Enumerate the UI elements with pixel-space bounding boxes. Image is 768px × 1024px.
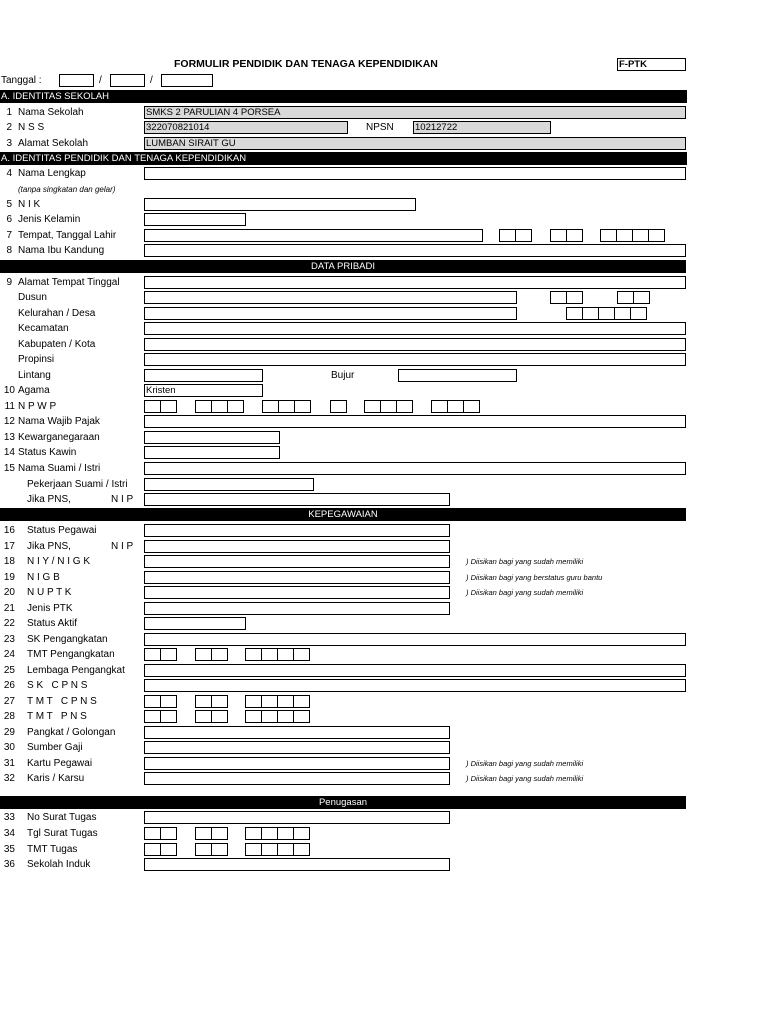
row-number: 21	[3, 603, 15, 614]
dusun-label: Dusun	[18, 292, 47, 303]
digit-box[interactable]	[211, 843, 228, 856]
tgl-lahir-year-boxes[interactable]	[600, 229, 664, 242]
sekolah-induk-field[interactable]	[144, 858, 450, 871]
tmt-pengangkatan-day-boxes[interactable]	[144, 648, 176, 661]
niy-nigk-label: N I Y / N I G K	[27, 556, 90, 567]
digit-box[interactable]	[160, 843, 177, 856]
row-number: 25	[3, 665, 15, 676]
nss-field[interactable]	[144, 121, 348, 134]
digit-box[interactable]	[211, 827, 228, 840]
no-surat-tugas-label: No Surat Tugas	[27, 812, 97, 823]
digit-box[interactable]	[566, 307, 583, 320]
digit-box[interactable]	[633, 291, 650, 304]
digit-box[interactable]	[600, 229, 617, 242]
alamat-tinggal-label: Alamat Tempat Tinggal	[18, 277, 120, 288]
row-number: 36	[3, 859, 15, 870]
digit-box[interactable]	[598, 307, 615, 320]
sk-pengangkatan-field[interactable]	[144, 633, 686, 646]
digit-box[interactable]	[211, 648, 228, 661]
agama-field[interactable]	[144, 384, 263, 397]
nip-label: N I P	[111, 541, 134, 552]
alamat-tinggal-field[interactable]	[144, 276, 686, 289]
kartu-pegawai-note: ) Diisikan bagi yang sudah memiliki	[466, 759, 584, 768]
row-number: 12	[3, 416, 15, 427]
kelurahan-field[interactable]	[144, 307, 517, 320]
tmt-pengangkatan-month-boxes[interactable]	[195, 648, 227, 661]
digit-box[interactable]	[144, 695, 161, 708]
digit-box[interactable]	[144, 827, 161, 840]
row-number: 18	[3, 556, 15, 567]
digit-box[interactable]	[293, 843, 310, 856]
niy-nigk-field[interactable]	[144, 555, 450, 568]
kabupaten-field[interactable]	[144, 338, 686, 351]
digit-box[interactable]	[211, 710, 228, 723]
row-number: 2	[6, 122, 12, 133]
digit-box[interactable]	[277, 648, 294, 661]
nama-suami-istri-field[interactable]	[144, 462, 686, 475]
tmt-tugas-month-boxes[interactable]	[195, 843, 227, 856]
tgl-surat-tugas-month-boxes[interactable]	[195, 827, 227, 840]
digit-box[interactable]	[261, 648, 278, 661]
row-number: 28	[3, 711, 15, 722]
digit-box[interactable]	[262, 400, 279, 413]
digit-box[interactable]	[293, 827, 310, 840]
nama-lengkap-hint: (tanpa singkatan dan gelar)	[18, 185, 116, 194]
npwp-boxes-2[interactable]	[195, 400, 243, 413]
npwp-boxes-4[interactable]	[330, 400, 346, 413]
digit-box[interactable]	[380, 400, 397, 413]
nama-wajib-pajak-field[interactable]	[144, 415, 686, 428]
kode-pos-boxes[interactable]	[566, 307, 646, 320]
nama-sekolah-value: SMKS 2 PARULIAN 4 PORSEA	[146, 107, 281, 118]
date-slash: /	[150, 75, 153, 86]
tmt-cpns-month-boxes[interactable]	[195, 695, 227, 708]
row-number: 10	[3, 385, 15, 396]
nip-label: N I P	[111, 494, 134, 505]
row-number: 22	[3, 618, 15, 629]
digit-box[interactable]	[160, 827, 177, 840]
tmt-tugas-year-boxes[interactable]	[245, 843, 309, 856]
sk-pengangkatan-label: SK Pengangkatan	[27, 634, 108, 645]
karis-karsu-note: ) Diisikan bagi yang sudah memiliki	[466, 774, 584, 783]
kewarganegaraan-label: Kewarganegaraan	[18, 432, 100, 443]
no-surat-tugas-field[interactable]	[144, 811, 450, 824]
digit-box[interactable]	[195, 827, 212, 840]
lembaga-pengangkat-label: Lembaga Pengangkat	[27, 665, 125, 676]
propinsi-label: Propinsi	[18, 354, 55, 365]
jenis-ptk-field[interactable]	[144, 602, 450, 615]
digit-box[interactable]	[261, 695, 278, 708]
digit-box[interactable]	[278, 400, 295, 413]
tmt-cpns-day-boxes[interactable]	[144, 695, 176, 708]
karis-karsu-label: Karis / Karsu	[27, 773, 85, 784]
tanggal-day-field[interactable]	[59, 74, 94, 87]
digit-box[interactable]	[630, 307, 647, 320]
tmt-pns-year-boxes[interactable]	[245, 710, 309, 723]
row-number: 26	[3, 680, 15, 691]
tgl-surat-tugas-year-boxes[interactable]	[245, 827, 309, 840]
kartu-pegawai-label: Kartu Pegawai	[27, 758, 93, 769]
section-kepegawaian: KEPEGAWAIAN	[0, 508, 686, 521]
row-number: 33	[3, 812, 15, 823]
nama-suami-istri-label: Nama Suami / Istri	[18, 463, 101, 474]
pangkat-golongan-label: Pangkat / Golongan	[27, 727, 116, 738]
jenis-kelamin-field[interactable]	[144, 213, 246, 226]
digit-box[interactable]	[144, 648, 161, 661]
row-number: 35	[3, 844, 15, 855]
digit-box[interactable]	[195, 400, 212, 413]
digit-box[interactable]	[261, 843, 278, 856]
digit-box[interactable]	[550, 229, 567, 242]
row-number: 11	[4, 401, 15, 412]
kabupaten-label: Kabupaten / Kota	[18, 339, 96, 350]
karis-karsu-field[interactable]	[144, 772, 450, 785]
tanggal-month-field[interactable]	[110, 74, 145, 87]
pekerjaan-suami-istri-field[interactable]	[144, 478, 314, 491]
tmt-tugas-label: TMT Tugas	[27, 844, 78, 855]
digit-box[interactable]	[566, 291, 583, 304]
nss-value: 322070821014	[146, 122, 210, 133]
pekerjaan-suami-istri-label: Pekerjaan Suami / Istri	[27, 479, 128, 490]
date-slash: /	[99, 75, 102, 86]
row-number: 8	[6, 245, 12, 256]
agama-value: Kristen	[146, 385, 176, 396]
sumber-gaji-field[interactable]	[144, 741, 450, 754]
tmt-pengangkatan-label: TMT Pengangkatan	[27, 649, 115, 660]
row-number: 1	[6, 107, 12, 118]
lintang-field[interactable]	[144, 369, 263, 382]
lintang-label: Lintang	[18, 370, 51, 381]
row-number: 24	[3, 649, 15, 660]
row-number: 27	[3, 696, 15, 707]
digit-box[interactable]	[277, 695, 294, 708]
status-aktif-field[interactable]	[144, 617, 246, 630]
pangkat-golongan-field[interactable]	[144, 726, 450, 739]
digit-box[interactable]	[277, 710, 294, 723]
digit-box[interactable]	[463, 400, 480, 413]
nigb-note: ) Diisikan bagi yang berstatus guru bantu	[466, 573, 603, 582]
nama-sekolah-label: Nama Sekolah	[18, 107, 84, 118]
section-penugasan: Penugasan	[0, 796, 686, 809]
row-number: 19	[3, 572, 15, 583]
digit-box[interactable]	[227, 400, 244, 413]
digit-box[interactable]	[195, 843, 212, 856]
nss-label: N S S	[18, 122, 45, 133]
rw-boxes[interactable]	[617, 291, 649, 304]
sk-cpns-field[interactable]	[144, 679, 686, 692]
bujur-field[interactable]	[398, 369, 517, 382]
digit-box[interactable]	[550, 291, 567, 304]
nik-label: N I K	[18, 199, 41, 210]
digit-box[interactable]	[617, 291, 634, 304]
digit-box[interactable]	[277, 843, 294, 856]
digit-box[interactable]	[160, 695, 177, 708]
alamat-sekolah-value: LUMBAN SIRAIT GU	[146, 138, 236, 149]
nama-wajib-pajak-label: Nama Wajib Pajak	[18, 416, 100, 427]
row-number: 16	[3, 525, 15, 536]
digit-box[interactable]	[277, 827, 294, 840]
digit-box[interactable]	[616, 229, 633, 242]
tempat-lahir-field[interactable]	[144, 229, 483, 242]
digit-box[interactable]	[245, 827, 262, 840]
tmt-cpns-label: T M T C P N S	[27, 696, 97, 707]
row-number: 23	[3, 634, 15, 645]
sumber-gaji-label: Sumber Gaji	[27, 742, 83, 753]
digit-box[interactable]	[261, 827, 278, 840]
dusun-field[interactable]	[144, 291, 517, 304]
nama-sekolah-field[interactable]	[144, 106, 686, 119]
form-title: FORMULIR PENDIDIK DAN TENAGA KEPENDIDIKAN	[174, 58, 438, 70]
tmt-pns-month-boxes[interactable]	[195, 710, 227, 723]
jika-pns-label: Jika PNS,	[27, 541, 71, 552]
row-number: 29	[3, 727, 15, 738]
alamat-sekolah-field[interactable]	[144, 137, 686, 150]
tmt-cpns-year-boxes[interactable]	[245, 695, 309, 708]
status-kawin-field[interactable]	[144, 446, 280, 459]
bujur-label: Bujur	[331, 370, 355, 381]
lembaga-pengangkat-field[interactable]	[144, 664, 686, 677]
row-number: 4	[6, 168, 12, 179]
digit-box[interactable]	[211, 400, 228, 413]
row-number: 13	[3, 432, 15, 443]
npwp-boxes-3[interactable]	[262, 400, 310, 413]
rt-boxes[interactable]	[550, 291, 582, 304]
npsn-value: 10212722	[415, 122, 458, 133]
row-number: 15	[3, 463, 15, 474]
digit-box[interactable]	[261, 710, 278, 723]
kecamatan-label: Kecamatan	[18, 323, 69, 334]
tgl-surat-tugas-label: Tgl Surat Tugas	[27, 828, 98, 839]
section-identitas-ptk: A. IDENTITAS PENDIDIK DAN TENAGA KEPENDIDIKAN	[0, 152, 687, 165]
digit-box[interactable]	[614, 307, 631, 320]
digit-box[interactable]	[447, 400, 464, 413]
npwp-boxes-1[interactable]	[144, 400, 176, 413]
digit-box[interactable]	[515, 229, 532, 242]
digit-box[interactable]	[245, 843, 262, 856]
digit-box[interactable]	[294, 400, 311, 413]
kecamatan-field[interactable]	[144, 322, 686, 335]
sk-cpns-label: S K C P N S	[27, 680, 88, 691]
digit-box[interactable]	[144, 710, 161, 723]
jika-pns-label: Jika PNS,	[27, 494, 71, 505]
kewarganegaraan-field[interactable]	[144, 431, 280, 444]
digit-box[interactable]	[160, 710, 177, 723]
nuptk-note: ) Diisikan bagi yang sudah memiliki	[466, 588, 584, 597]
jenis-kelamin-label: Jenis Kelamin	[18, 214, 81, 225]
digit-box[interactable]	[499, 229, 516, 242]
digit-box[interactable]	[396, 400, 413, 413]
tmt-pns-label: T M T P N S	[27, 711, 87, 722]
row-number: 20	[3, 587, 15, 598]
digit-box[interactable]	[293, 648, 310, 661]
nigb-label: N I G B	[27, 572, 60, 583]
section-data-pribadi: DATA PRIBADI	[0, 260, 686, 273]
tgl-lahir-day-boxes[interactable]	[499, 229, 531, 242]
nik-field[interactable]	[144, 198, 416, 211]
npsn-label: NPSN	[366, 122, 394, 133]
status-kawin-label: Status Kawin	[18, 447, 77, 458]
digit-box[interactable]	[632, 229, 649, 242]
npwp-boxes-6[interactable]	[431, 400, 479, 413]
status-aktif-label: Status Aktif	[27, 618, 78, 629]
kartu-pegawai-field[interactable]	[144, 757, 450, 770]
tanggal-year-field[interactable]	[161, 74, 213, 87]
digit-box[interactable]	[144, 400, 161, 413]
status-pegawai-label: Status Pegawai	[27, 525, 97, 536]
nama-ibu-kandung-field[interactable]	[144, 244, 686, 257]
digit-box[interactable]	[160, 648, 177, 661]
propinsi-field[interactable]	[144, 353, 686, 366]
row-number: 34	[3, 828, 15, 839]
digit-box[interactable]	[144, 843, 161, 856]
digit-box[interactable]	[431, 400, 448, 413]
tempat-tanggal-lahir-label: Tempat, Tanggal Lahir	[18, 230, 117, 241]
digit-box[interactable]	[364, 400, 381, 413]
tmt-pns-day-boxes[interactable]	[144, 710, 176, 723]
npwp-label: N P W P	[18, 401, 57, 412]
nama-lengkap-field[interactable]	[144, 167, 686, 180]
kelurahan-label: Kelurahan / Desa	[18, 308, 96, 319]
digit-box[interactable]	[293, 710, 310, 723]
jenis-ptk-label: Jenis PTK	[27, 603, 73, 614]
form-code-box	[617, 58, 686, 71]
nuptk-field[interactable]	[144, 586, 450, 599]
niy-nigk-note: ) Diisikan bagi yang sudah memiliki	[466, 557, 584, 566]
digit-box[interactable]	[160, 400, 177, 413]
digit-box[interactable]	[245, 695, 262, 708]
row-number: 31	[3, 758, 15, 769]
digit-box[interactable]	[582, 307, 599, 320]
row-number: 7	[6, 230, 12, 241]
digit-box[interactable]	[566, 229, 583, 242]
nama-ibu-kandung-label: Nama Ibu Kandung	[18, 245, 105, 256]
row-number: 3	[6, 138, 12, 149]
nip-suami-istri-field[interactable]	[144, 493, 450, 506]
digit-box[interactable]	[195, 695, 212, 708]
digit-box[interactable]	[195, 710, 212, 723]
sekolah-induk-label: Sekolah Induk	[27, 859, 91, 870]
tgl-surat-tugas-day-boxes[interactable]	[144, 827, 176, 840]
tgl-lahir-month-boxes[interactable]	[550, 229, 582, 242]
tanggal-label: Tanggal :	[1, 75, 42, 86]
nuptk-label: N U P T K	[27, 587, 72, 598]
npwp-boxes-5[interactable]	[364, 400, 412, 413]
tmt-pengangkatan-year-boxes[interactable]	[245, 648, 309, 661]
digit-box[interactable]	[195, 648, 212, 661]
nip-field[interactable]	[144, 540, 450, 553]
alamat-sekolah-label: Alamat Sekolah	[18, 138, 89, 149]
tmt-tugas-day-boxes[interactable]	[144, 843, 176, 856]
digit-box[interactable]	[245, 710, 262, 723]
npsn-field[interactable]	[413, 121, 551, 134]
row-number: 17	[3, 541, 15, 552]
row-number: 6	[6, 214, 12, 225]
digit-box[interactable]	[330, 400, 347, 413]
agama-label: Agama	[18, 385, 50, 396]
section-identitas-sekolah: A. IDENTITAS SEKOLAH	[0, 90, 687, 103]
row-number: 5	[6, 199, 12, 210]
row-number: 32	[3, 773, 15, 784]
nama-lengkap-label: Nama Lengkap	[18, 168, 86, 179]
digit-box[interactable]	[648, 229, 665, 242]
row-number: 14	[3, 447, 15, 458]
form-code: F-PTK	[619, 59, 647, 70]
digit-box[interactable]	[293, 695, 310, 708]
status-pegawai-field[interactable]	[144, 524, 450, 537]
digit-box[interactable]	[245, 648, 262, 661]
row-number: 30	[3, 742, 15, 753]
nigb-field[interactable]	[144, 571, 450, 584]
digit-box[interactable]	[211, 695, 228, 708]
row-number: 9	[6, 277, 12, 288]
